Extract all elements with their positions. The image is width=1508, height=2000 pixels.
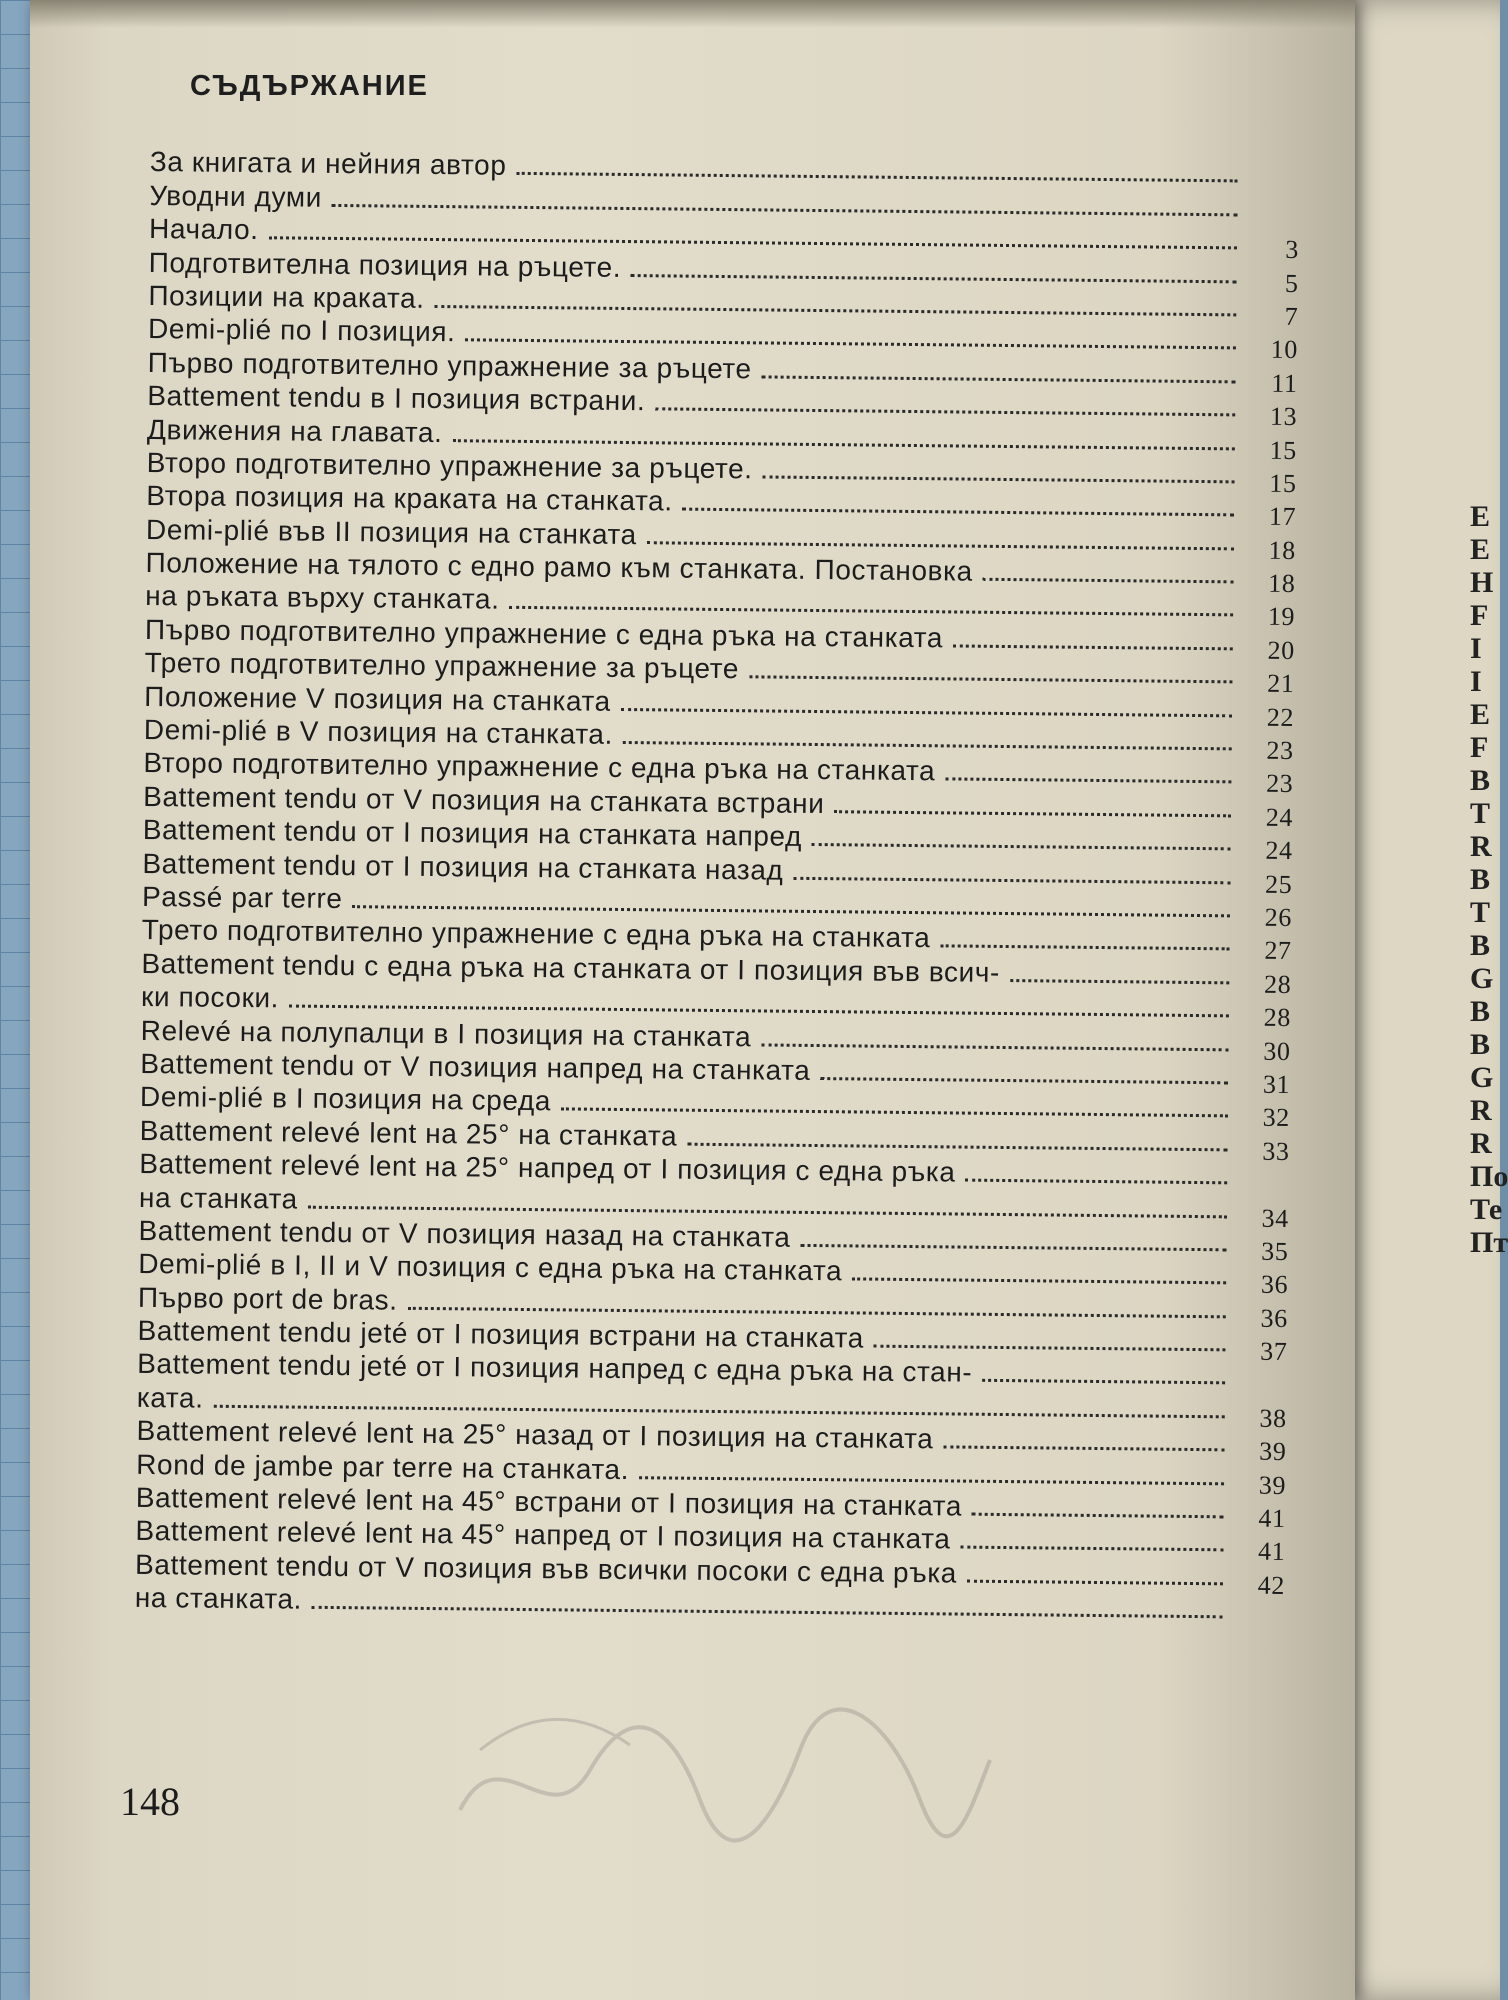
toc-entry-title: Трето подготвително упражнение за ръцете [144, 647, 740, 685]
toc-leader-dots [639, 1476, 1224, 1485]
toc-leader-dots [408, 1306, 1226, 1318]
toc-entry-title: Първо подготвително упражнение с една ръка на станката [144, 613, 944, 654]
toc-entry-page: 23 [1266, 769, 1294, 799]
right-page-letter: R [1470, 1127, 1492, 1160]
toc-entry-title: Първо подготвително упражнение за ръцете [147, 346, 752, 385]
toc-entry-title: Уводни думи [149, 179, 323, 213]
toc-leader-dots [960, 1546, 1223, 1552]
toc-leader-dots [812, 843, 1231, 850]
page-number: 148 [120, 1779, 180, 1824]
toc-leader-dots [761, 1043, 1228, 1051]
toc-entry-title: Трето подготвително упражнение с една ръка на станката [141, 914, 931, 954]
toc-entry-page: 23 [1266, 735, 1294, 766]
toc-leader-dots [965, 1179, 1227, 1185]
toc-entry-title: на станката. [134, 1582, 303, 1615]
right-page-letter: E [1470, 500, 1491, 533]
toc-entry-page: 42 [1257, 1570, 1286, 1600]
toc-leader-dots [972, 1513, 1224, 1519]
toc-entry-title: Battement relevé lent на 25° на станката [139, 1114, 678, 1152]
toc-leader-dots [452, 439, 1234, 450]
toc-entry-title: Battement tendu jeté от I позиция напред с една ръка на стан- [137, 1348, 973, 1389]
toc-entry-page: 35 [1261, 1236, 1289, 1266]
toc-entry-title: Battement relevé lent на 25° напред от I позиция с една ръка [139, 1148, 956, 1188]
toc-leader-dots [874, 1345, 1226, 1352]
toc-entry-title: Положение V позиция на станката [144, 680, 611, 717]
toc-leader-dots [820, 1077, 1228, 1084]
right-page-letter: I [1470, 632, 1482, 665]
right-page-letter: R [1470, 1094, 1492, 1127]
page-top-shadow [30, 0, 1355, 28]
right-page-letter: B [1470, 929, 1491, 962]
toc-entry-title: Rond de jambe par terre на станката. [136, 1448, 630, 1485]
toc-entry-title: Demi-plié в I позиция на среда [139, 1081, 552, 1117]
toc-entry-page: 32 [1262, 1103, 1291, 1133]
toc-leader-dots [834, 810, 1231, 817]
toc-leader-dots [982, 1379, 1225, 1385]
toc-entry-title: на ръката върху станката. [145, 580, 500, 616]
toc-leader-dots [516, 172, 1237, 183]
right-page-letter: E [1470, 698, 1491, 731]
page-title: СЪДЪРЖАНИЕ [190, 70, 429, 102]
right-page-letter: По [1470, 1160, 1508, 1193]
toc-entry-title: За книгата и нейния автор [149, 146, 507, 182]
toc-leader-dots [683, 508, 1235, 517]
toc-leader-dots [621, 708, 1232, 717]
toc-leader-dots [647, 541, 1234, 550]
toc-entry-page: 41 [1258, 1503, 1286, 1533]
toc-entry-page: 33 [1262, 1136, 1290, 1166]
table-of-contents [135, 145, 1300, 1626]
toc-entry-page: 36 [1260, 1269, 1289, 1300]
right-page-letter: G [1470, 1061, 1494, 1094]
toc-entry-title: Battement tendu от V позиция напред на станката [140, 1047, 811, 1086]
toc-entry-title: Demi-plié във II позиция на станката [145, 513, 637, 550]
toc-leader-dots [762, 375, 1236, 383]
toc-entry-page: 24 [1265, 802, 1294, 832]
toc-entry-page: 36 [1260, 1303, 1288, 1333]
toc-entry-page: 11 [1271, 368, 1298, 398]
toc-entry-page: 18 [1268, 535, 1296, 565]
toc-entry-page: 26 [1264, 902, 1293, 932]
right-page-letter: T [1470, 797, 1491, 830]
toc-entry-page: 21 [1267, 668, 1295, 699]
toc-entry-page: 24 [1265, 835, 1293, 866]
toc-leader-dots [940, 945, 1229, 951]
toc-entry-page: 7 [1284, 301, 1299, 331]
toc-entry-title: Начало. [148, 213, 259, 246]
toc-leader-dots [749, 676, 1233, 684]
toc-leader-dots [352, 905, 1230, 917]
toc-entry-title: Движения на главата. [146, 413, 443, 448]
toc-entry-page: 38 [1259, 1403, 1287, 1433]
toc-entry-title: Battement tendu от V позиция на станката встрани [143, 780, 825, 819]
right-page-letter: Пт [1470, 1226, 1508, 1259]
toc-entry-title: Demi-plié в V позиция на станката. [143, 714, 614, 750]
toc-leader-dots [793, 876, 1230, 884]
toc-entry-title: Battement tendu от V позиция назад на станката [138, 1214, 791, 1253]
toc-entry-page: 18 [1268, 568, 1296, 599]
toc-entry-title: ки посоки. [140, 981, 280, 1014]
toc-entry-page: 31 [1262, 1069, 1291, 1099]
right-page-letter: E [1470, 533, 1491, 566]
toc-entry-page: 15 [1269, 435, 1298, 465]
toc-entry-title: Battement tendu с една ръка на станката от I позиция във всич- [141, 947, 1001, 988]
toc-entry-title: ката. [136, 1381, 204, 1414]
toc-entry-title: Passé par terre [141, 880, 343, 915]
toc-entry-title: Demi-plié в I, II и V позиция с една ръка на станката [138, 1248, 843, 1287]
toc-entry-page: 28 [1263, 1002, 1292, 1033]
toc-entry-title: Battement tendu в I позиция встрани. [147, 380, 646, 417]
toc-leader-dots [852, 1278, 1226, 1285]
toc-leader-dots [967, 1579, 1223, 1585]
toc-entry-page: 17 [1268, 502, 1297, 532]
right-page-letter: H [1470, 566, 1494, 599]
toc-entry-title: Battement relevé lent на 45° встрани от I позиция на станката [135, 1481, 963, 1522]
right-page-letter: R [1470, 830, 1492, 863]
right-page-letter: F [1470, 731, 1489, 764]
toc-leader-dots [983, 578, 1234, 584]
right-page-letter: B [1470, 1028, 1491, 1061]
toc-entry-title: Втора позиция на краката на станката. [146, 480, 673, 517]
right-page-letter: B [1470, 995, 1491, 1028]
toc-entry-page: 30 [1263, 1036, 1291, 1066]
toc-entry-title: Позиции на краката. [148, 279, 425, 314]
toc-entry-title: Battement relevé lent на 25° назад от I позиция на станката [136, 1415, 934, 1455]
right-page-letter: B [1470, 863, 1491, 896]
toc-leader-dots [465, 339, 1236, 350]
toc-leader-dots [945, 778, 1231, 784]
right-page-letter: Те [1470, 1193, 1503, 1226]
toc-entry-page: 34 [1261, 1203, 1289, 1233]
toc-entry-page: 37 [1260, 1336, 1288, 1367]
toc-leader-dots [800, 1244, 1226, 1251]
right-page-letter: G [1470, 962, 1494, 995]
toc-entry-title: Положение на тялото с едно рамо към станката. Постановка [145, 547, 973, 587]
toc-entry-page: 28 [1263, 969, 1292, 999]
toc-leader-dots [655, 407, 1235, 416]
toc-leader-dots [953, 644, 1233, 650]
toc-entry-title: Първо port de bras. [137, 1281, 398, 1316]
toc-leader-dots [435, 305, 1237, 316]
toc-entry-page: 15 [1269, 468, 1297, 498]
toc-entry-title: Подготвителна позиция на ръцете. [148, 246, 622, 283]
toc-entry-title: Battement tendu от I позиция на станката назад [142, 847, 784, 886]
toc-leader-dots [312, 1606, 1223, 1619]
toc-leader-dots [1010, 979, 1229, 984]
toc-leader-dots [561, 1108, 1228, 1118]
toc-entry-page: 20 [1267, 635, 1295, 665]
right-page-letter: F [1470, 599, 1489, 632]
right-page-letter: B [1470, 764, 1491, 797]
toc-entry-title: Relevé на полупалци в I позиция на станката [140, 1014, 752, 1052]
toc-entry-title: Battement tendu от I позиция на станката напред [142, 814, 803, 853]
toc-entry-page: 10 [1270, 335, 1299, 365]
toc-entry-page: 41 [1257, 1537, 1286, 1567]
toc-entry-title: на станката [138, 1181, 299, 1215]
toc-entry-title: Demi-plié по I позиция. [147, 313, 456, 348]
toc-entry-page: 13 [1269, 401, 1298, 432]
toc-entry-title: Battement tendu jeté от I позиция встрани на станката [137, 1314, 865, 1354]
toc-entry-page: 22 [1266, 702, 1295, 732]
toc-entry-page: 19 [1267, 602, 1296, 632]
toc-leader-dots [763, 475, 1235, 483]
toc-leader-dots [943, 1446, 1224, 1452]
toc-entry-title: Второ подготвително упражнение с една ръка на станката [143, 747, 936, 787]
toc-entry-title: Battement relevé lent на 45° напред от I позиция на станката [135, 1515, 951, 1555]
toc-leader-dots [509, 606, 1233, 617]
toc-leader-dots [687, 1142, 1227, 1151]
right-page-letter: T [1470, 896, 1491, 929]
right-page-letter: I [1470, 665, 1482, 698]
toc-leader-dots [623, 741, 1232, 750]
pencil-signature-icon [440, 1690, 1000, 1850]
toc-entry-page: 5 [1284, 268, 1299, 298]
toc-leader-dots [631, 274, 1237, 283]
toc-entry-page: 3 [1285, 235, 1300, 265]
toc-entry-page: 39 [1258, 1470, 1287, 1500]
toc-entry-page: 25 [1264, 869, 1293, 899]
toc-entry-title: Battement tendu от V позиция във всички посоки с една ръка [134, 1548, 958, 1589]
toc-entry-title: Второ подготвително упражнение за ръцете. [146, 446, 753, 485]
toc-entry-page: 27 [1264, 936, 1292, 966]
toc-entry-page: 39 [1259, 1436, 1287, 1467]
